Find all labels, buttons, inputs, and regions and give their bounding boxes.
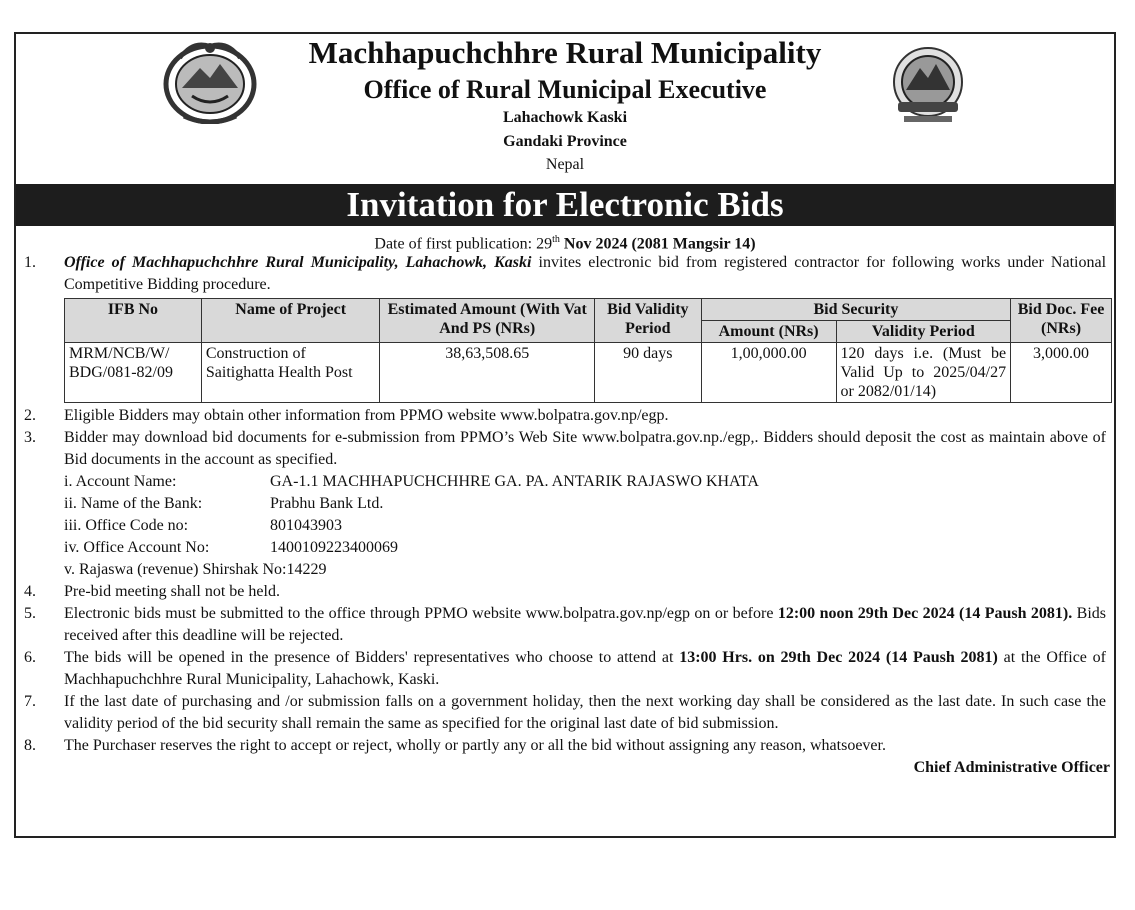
cell-sec-validity: 120 days i.e. (Must be Valid Up to 2025/04/27 or 2082/01/14) [836,343,1011,403]
list-item: 5. Electronic bids must be submitted to the office through PPMO website www.bolpatra.gov.np/egp on or before 12:00 noon 29th Dec 2024 (14 Paush 2081). Bids received after this deadline will be rejected. [24,605,1107,644]
rajaswa-line: v. Rajaswa (revenue) Shirshak No:14229 [64,561,327,578]
cell-ifb: MRM/NCB/W/ BDG/081-82/09 [65,343,202,403]
col-header-amount: Estimated Amount (With Vat And PS (NRs) [380,299,594,343]
list-item: 3. Bidder may download bid documents for e-submission from PPMO’s Web Site www.bolpatra.gov.np./egp,. Bidders should deposit the cost as maintain above of Bid documents in the account as specified. i. Account Name: GA-1.1 MACHHAPUCHCHHRE GA. PA. ANTARIK RAJASWO KHATA ii. Name of the Bank: Prabhu Bank Ltd. iii. Office Code no: 801043903 iv. Office Account No: 1400109223400069 v. Rajaswa (revenue) Shirshak No:14229 [16,427,1114,581]
cell-project: Construction of Saitighatta Health Post [201,343,380,403]
col-header-security: Bid Security [701,299,1010,321]
municipality-logo-icon [890,42,966,126]
list-item: 8. The Purchaser reserves the right to accept or reject, wholly or partly any or all the bid without assigning any reason, whatsoever. [24,737,886,754]
address-line-1: Lahachowk Kaski [502,109,628,126]
col-header-sec-amount: Amount (NRs) [701,321,836,343]
cell-fee: 3,000.00 [1011,343,1112,403]
col-header-fee: Bid Doc. Fee (NRs) [1011,299,1112,343]
bid-table [64,298,1112,403]
account-details: i. Account Name: GA-1.1 MACHHAPUCHCHHRE GA. PA. ANTARIK RAJASWO KHATA ii. Name of the Bank: Prabhu Bank Ltd. iii. Office Code no: 801043903 iv. Office Account No: 1400109223400069 [64,473,759,556]
country: Nepal [545,156,585,173]
address-line-2: Gandaki Province [503,133,627,150]
list-item: 4. Pre-bid meeting shall not be held. [24,583,280,600]
cell-amount: 38,63,508.65 [380,343,594,403]
office-name-italic: Office of Machhapuchchhre Rural Municipality, Lahachowk, Kaski [64,254,532,271]
col-header-validity: Bid Validity Period [594,299,701,343]
table-row [65,343,1112,403]
title-banner: Invitation for Electronic Bids [16,184,1114,226]
list-item: 1. Office of Machhapuchchhre Rural Municipality, Lahachowk, Kaski invites electronic bid from registered contractor for following works under National Competitive Bidding procedure. [24,254,1107,293]
col-header-project: Name of Project [201,299,380,343]
publication-date: Date of first publication: 29th Nov 2024 (2081 Mangsir 14) [374,234,756,253]
office-name: Office of Rural Municipal Executive [363,75,767,104]
cell-validity: 90 days [594,343,701,403]
col-header-ifb: IFB No [65,299,202,343]
municipality-name: Machhapuchchhre Rural Municipality [308,35,822,70]
notice-header [16,34,1114,184]
list-item: 7. If the last date of purchasing and /or submission falls on a government holiday, then the next working day shall be considered as the last date. In such case the validity period of the bid security shall remain the same as specified for the original last date of bid submission. [24,693,1106,732]
notice-items [16,252,1114,779]
cell-sec-amount: 1,00,000.00 [701,343,836,403]
signature: Chief Administrative Officer [913,759,1110,776]
list-item: 6. The bids will be opened in the presence of Bidders' representatives who choose to attend at 13:00 Hrs. on 29th Dec 2024 (14 Paush 2081) at the Office of Machhapuchchhre Rural Municipality, Lahachowk, Kaski. [24,649,1107,688]
notice-frame [14,32,1116,838]
list-item: 2. Eligible Bidders may obtain other information from PPMO website www.bolpatra.gov.np/egp. [24,407,669,424]
col-header-sec-validity: Validity Period [836,321,1011,343]
